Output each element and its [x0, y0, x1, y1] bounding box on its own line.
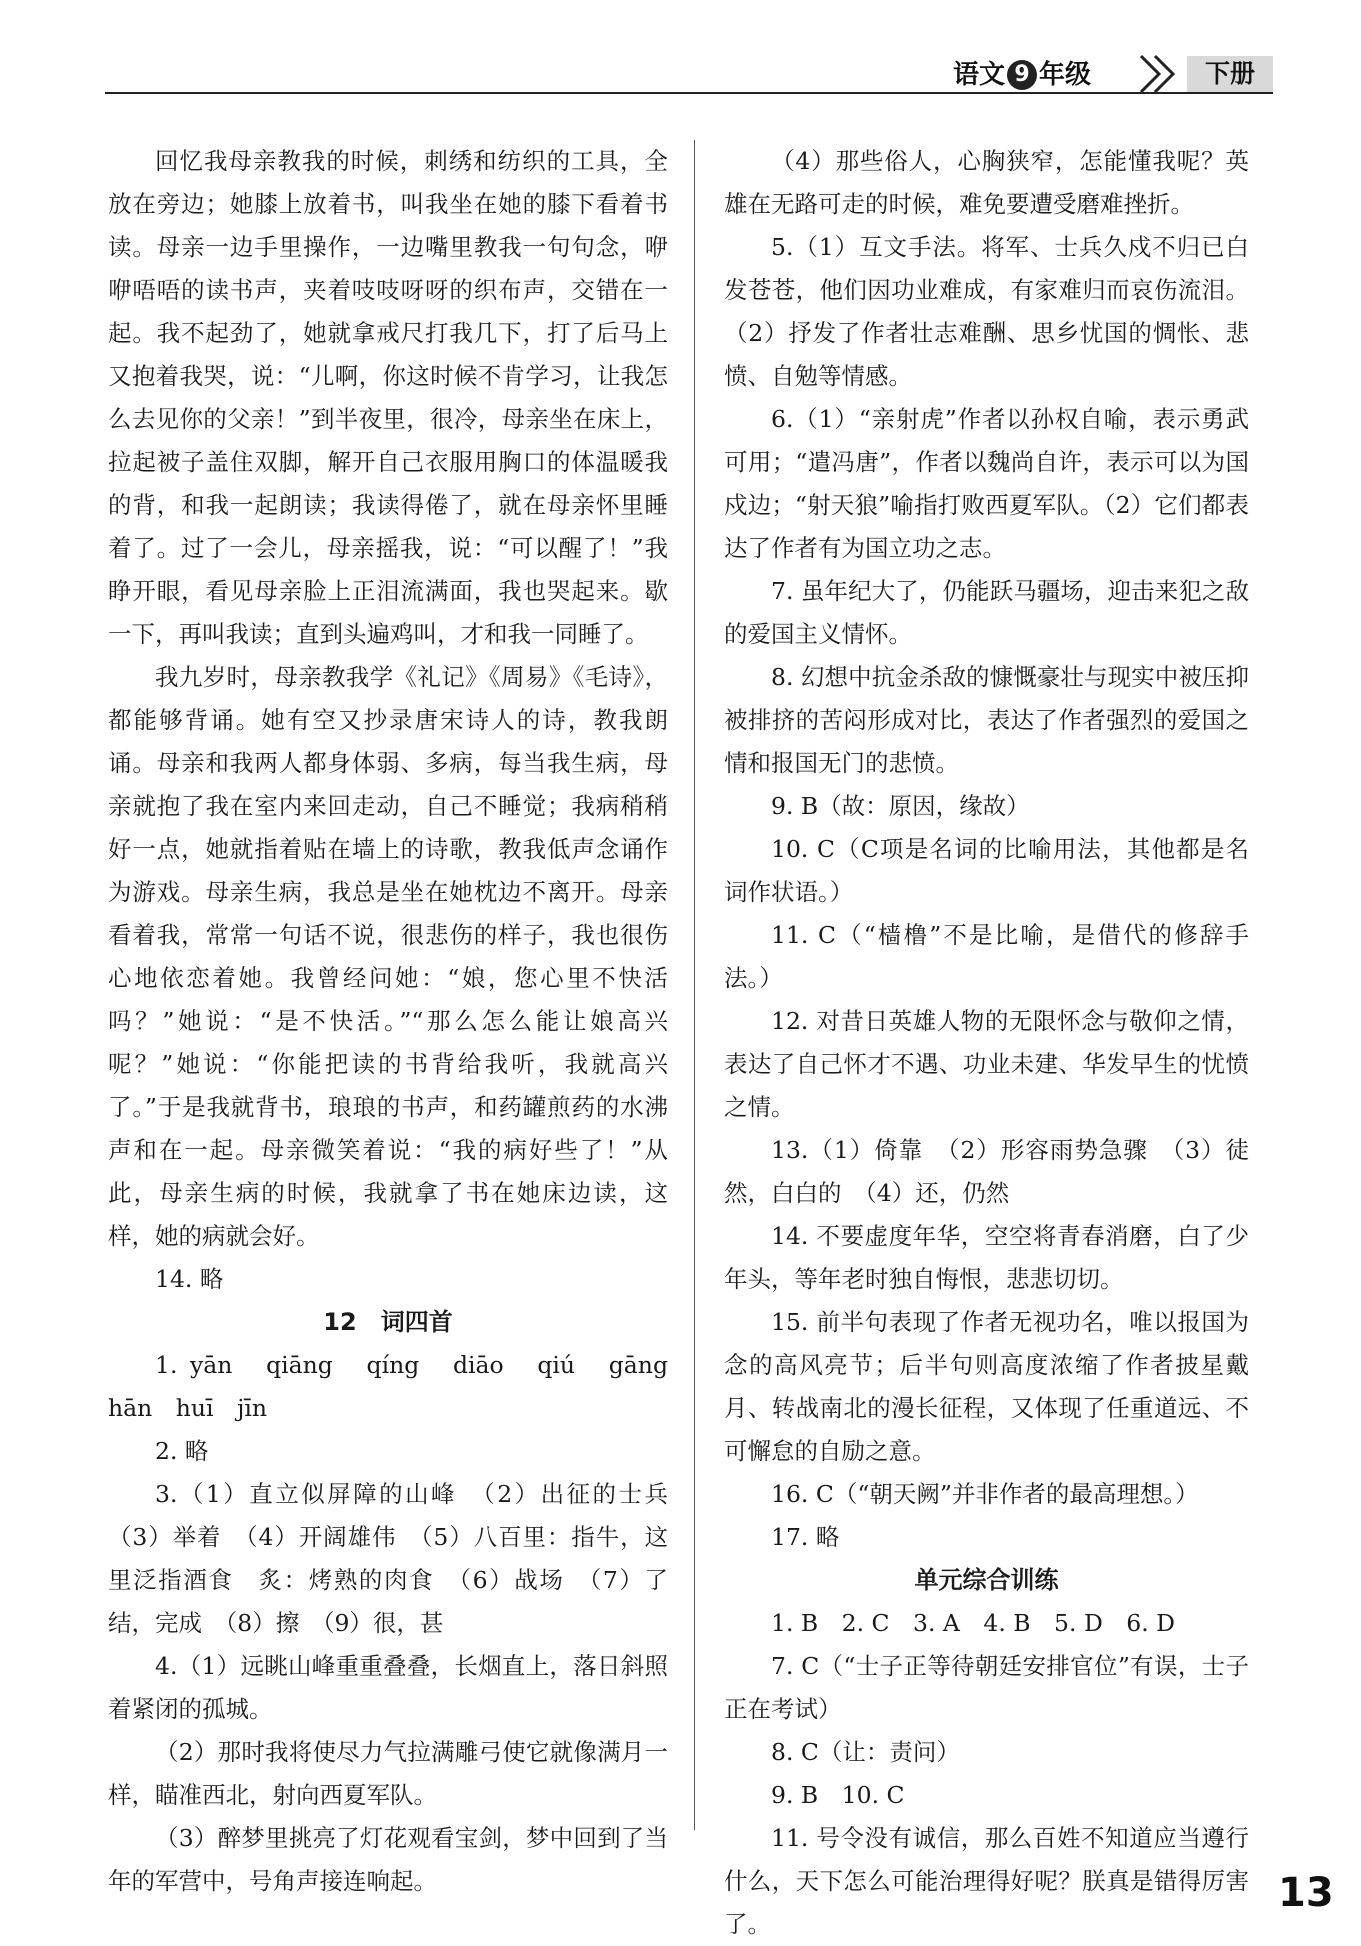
answer-paragraph: 11. 号令没有诚信，那么百姓不知道应当遵行什么，天下怎么可能治理得好呢？朕真是错得厉害了。 — [724, 1824, 1249, 1938]
answer-paragraph: 4.（1）远眺山峰重重叠叠，长烟直上，落日斜照着紧闭的孤城。 — [108, 1652, 668, 1723]
answer-paragraph: 9. B 10. C — [771, 1781, 905, 1809]
answer-paragraph: 3.（1）直立似屏障的山峰 （2）出征的士兵 （3）举着 （4）开阔雄伟 （5）八百里：指牛，这里泛指酒食 炙：烤熟的肉食 （6）战场 （7）了结，完成 （8）擦 （9）很，甚 — [108, 1480, 692, 1637]
answer-paragraph: 7. 虽年纪大了，仍能跃马疆场，迎击来犯之敌的爱国主义情怀。 — [724, 577, 1249, 648]
answer-paragraph: （4）那些俗人，心胸狭窄，怎能懂我呢？英雄在无路可走的时候，难免要遭受磨难挫折。 — [724, 147, 1249, 218]
answer-paragraph: 回忆我母亲教我的时候，刺绣和纺织的工具，全放在旁边；她膝上放着书，叫我坐在她的膝下看着书读。母亲一边手里操作，一边嘴里教我一句句念，咿咿唔唔的读书声，夹着吱吱呀呀的织布声，交错在一起。我不起劲了，她就拿戒尺打我几下，打了后马上又抱着我哭，说：“儿啊，你这时候不肯学习，让我怎么去见你的父亲！”到半夜里，很冷，母亲坐在床上，拉起被子盖住双脚，解开自己衣服用胸口的体温暖我的背，和我一起朗读；我读得倦了，就在母亲怀里睡着了。过了一会儿，母亲摇我，说：“可以醒了！”我睁开眼，看见母亲脸上正泪流满面，我也哭起来。歇一下，再叫我读；直到头遍鸡叫，才和我一同睡了。 — [108, 147, 668, 648]
answer-paragraph: 15. 前半句表现了作者无视功名，唯以报国为念的高风亮节；后半句则高度浓缩了作者披星戴月、转战南北的漫长征程，又体现了任重道远、不可懈怠的自励之意。 — [724, 1308, 1249, 1465]
answer-paragraph: 10. C（C项是名词的比喻用法，其他都是名词作状语。） — [724, 835, 1249, 906]
answer-paragraph: 6.（1）“亲射虎”作者以孙权自喻，表示勇武可用；“遣冯唐”，作者以魏尚自许，表示可以为国戍边；“射天狼”喻指打败西夏军队。（2）它们都表达了作者有为国立功之志。 — [724, 405, 1249, 562]
answer-paragraph: 7. C（“士子正等待朝廷安排官位”有误，士子正在考试） — [724, 1652, 1249, 1723]
answer-paragraph: （2）那时我将使尽力气拉满雕弓使它就像满月一样，瞄准西北，射向西夏军队。 — [108, 1738, 668, 1809]
header-rule — [105, 92, 1273, 94]
volume-tab: 下册 — [1187, 56, 1273, 92]
header-title — [953, 58, 1091, 92]
answer-paragraph: 9. B（故：原因，缘故） — [771, 792, 1030, 820]
answer-paragraph: 5.（1）互文手法。将军、士兵久戍不归已白发苍苍，他们因功业难成，有家难归而哀伤流泪。（2）抒发了作者壮志难酬、思乡忧国的惆怅、悲愤、自勉等情感。 — [724, 233, 1249, 390]
grade-number-badge: 9 — [1007, 60, 1037, 90]
column-divider — [694, 140, 695, 1830]
answer-paragraph: 14. 略 — [155, 1265, 224, 1293]
section-heading: 单元综合训练 — [914, 1566, 1059, 1594]
answer-paragraph: 1. B 2. C 3. A 4. B 5. D 6. D — [771, 1609, 1176, 1637]
answer-paragraph: 11. C（“樯橹”不是比喻，是借代的修辞手法。） — [724, 921, 1249, 992]
answer-paragraph: 17. 略 — [771, 1523, 840, 1551]
answer-paragraph: 8. 幻想中抗金杀敌的慷慨豪壮与现实中被压抑被排挤的苦闷形成对比，表达了作者强烈的爱国之情和报国无门的悲愤。 — [724, 663, 1249, 777]
section-heading: 12 词四首 — [323, 1308, 453, 1336]
grade-label: 年级 — [1039, 60, 1092, 90]
subject-label: 语文 — [953, 60, 1006, 90]
answer-paragraph: 8. C（让：责问） — [771, 1738, 960, 1766]
left-column — [108, 140, 692, 1903]
answer-paragraph: 我九岁时，母亲教我学《礼记》《周易》《毛诗》，都能够背诵。她有空又抄录唐宋诗人的诗，教我朗诵。母亲和我两人都身体弱、多病，每当我生病，母亲就抱了我在室内来回走动，自己不睡觉；我病稍稍好一点，她就指着贴在墙上的诗歌，教我低声念诵作为游戏。母亲生病，我总是坐在她枕边不离开。母亲看着我，常常一句话不说，很悲伤的样子，我也很伤心地依恋着她。我曾经问她：“娘，您心里不快活吗？”她说：“是不快活。”“那么怎么能让娘高兴呢？”她说：“你能把读的书背给我听，我就高兴了。”于是我就背书，琅琅的书声，和药罐煎药的水沸声和在一起。母亲微笑着说：“我的病好些了！”从此，母亲生病的时候，我就拿了书在她床边读，这样，她的病就会好。 — [108, 663, 668, 1250]
answer-paragraph: 1. yān qiāng qíng diāo qiú gāng hān huī jīn — [108, 1351, 692, 1422]
page-number: 13 — [1278, 1870, 1334, 1916]
answer-paragraph: 13.（1）倚靠 （2）形容雨势急骤 （3）徒然，白白的 （4）还，仍然 — [724, 1136, 1249, 1207]
answer-paragraph: 16. C（“朝天阙”并非作者的最高理想。） — [771, 1480, 1199, 1508]
page-header — [105, 52, 1273, 97]
answer-paragraph: 14. 不要虚度年华，空空将青春消磨，白了少年头，等年老时独自悔恨，悲悲切切。 — [724, 1222, 1249, 1293]
answer-paragraph: （3）醉梦里挑亮了灯花观看宝剑，梦中回到了当年的军营中，号角声接连响起。 — [108, 1824, 668, 1895]
answer-paragraph: 12. 对昔日英雄人物的无限怀念与敬仰之情，表达了自己怀才不遇、功业未建、华发早生的忧愤之情。 — [724, 1007, 1249, 1121]
answer-paragraph: 2. 略 — [155, 1437, 209, 1465]
right-column — [724, 140, 1249, 1946]
